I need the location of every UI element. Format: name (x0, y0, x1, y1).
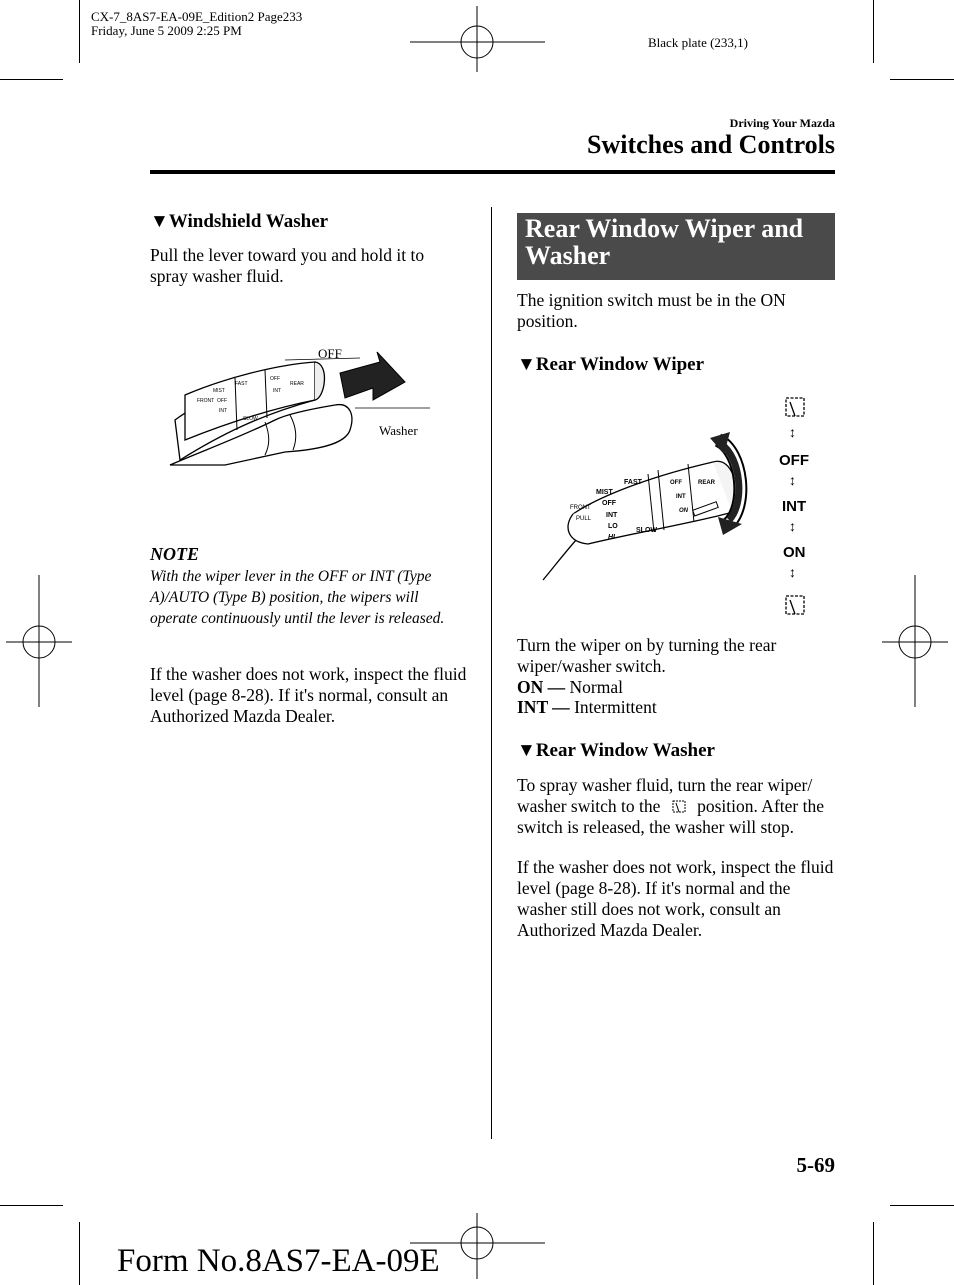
rear-washer-body (517, 775, 835, 838)
on-label: ON — (517, 677, 566, 697)
svg-text:FAST: FAST (235, 381, 248, 387)
svg-text:INT: INT (219, 408, 228, 414)
crop-mark (890, 79, 954, 80)
crop-mark (873, 0, 874, 63)
figure-label-washer: Washer (379, 423, 418, 438)
arrow-updown-icon: ↕ (789, 566, 796, 581)
svg-text:FAST: FAST (624, 479, 642, 486)
form-number: Form No.8AS7-EA-09E (117, 1243, 440, 1279)
column-divider (491, 207, 492, 1139)
registration-mark-top (410, 6, 545, 72)
print-slug-line1: CX-7_8AS7-EA-09E_Edition2 Page233 (91, 9, 303, 24)
left-inspect-text: If the washer does not work, inspect the fluid level (page 8-28). If it's normal, consult an Authorized Mazda Dealer. (150, 664, 467, 726)
banner-title: Rear Window Wiper and Washer (525, 214, 804, 270)
section-title: Switches and Controls (586, 130, 835, 159)
rear-wiper-on-row (517, 677, 623, 698)
svg-text:HI: HI (608, 534, 615, 541)
rear-washer-inspect: If the washer does not work, inspect the fluid level (page 8-28). If it's normal and the washer still does not work, consult an Authorized Mazda Dealer. (517, 857, 834, 940)
crop-mark (79, 1222, 80, 1285)
position-off-label: OFF (779, 452, 809, 469)
registration-mark-right (882, 575, 948, 707)
svg-text:FRONT: FRONT (197, 398, 215, 404)
svg-text:SLOW: SLOW (636, 527, 657, 534)
crop-mark (0, 79, 63, 80)
crop-mark (890, 1205, 954, 1206)
windshield-washer-body: Pull the lever toward you and hold it to spray washer fluid. (150, 245, 425, 286)
washer-symbol-icon (671, 800, 687, 814)
print-slug-plate: Black plate (233,1) (648, 35, 748, 50)
svg-text:OFF: OFF (217, 398, 227, 404)
int-label: INT — (517, 697, 570, 717)
note-body: With the wiper lever in the OFF or INT (Type A)/AUTO (Type B) position, the wipers will operate continuously until the lever is released. (150, 568, 445, 627)
svg-text:LO: LO (608, 523, 618, 530)
registration-mark-left (6, 575, 72, 707)
int-value: Intermittent (574, 697, 657, 717)
header-rule (150, 170, 835, 174)
crop-mark (79, 0, 80, 63)
rear-wiper-heading: ▼Rear Window Wiper (517, 354, 705, 375)
svg-text:OFF: OFF (670, 480, 682, 486)
washer-lever-illustration (165, 340, 440, 470)
svg-text:ON: ON (679, 508, 688, 514)
svg-text:PULL: PULL (576, 516, 592, 522)
crop-mark (0, 1205, 63, 1206)
position-int-label: INT (782, 498, 807, 515)
svg-text:INT: INT (606, 512, 618, 519)
svg-text:OFF: OFF (270, 376, 280, 382)
svg-text:REAR: REAR (290, 381, 304, 387)
on-value: Normal (569, 677, 623, 697)
washer-symbol-icon (784, 594, 806, 616)
svg-text:INT: INT (676, 494, 686, 500)
svg-text:INT: INT (273, 388, 282, 394)
svg-text:MIST: MIST (596, 489, 613, 496)
figure-label-off: OFF (318, 346, 342, 361)
ignition-text: The ignition switch must be in the ON position. (517, 290, 786, 331)
note-title: NOTE (150, 544, 199, 564)
arrow-updown-icon: ↕ (789, 426, 796, 441)
svg-text:FRONT: FRONT (570, 505, 591, 511)
arrow-updown-icon: ↕ (789, 520, 796, 535)
triangle-down-icon: ▼ (517, 354, 536, 375)
rear-wiper-body: Turn the wiper on by turning the rear wiper/washer switch. (517, 635, 777, 676)
triangle-down-icon: ▼ (150, 211, 169, 232)
triangle-down-icon: ▼ (517, 740, 536, 761)
washer-symbol-icon (784, 396, 806, 418)
position-on-label: ON (783, 544, 806, 561)
svg-text:SLOW: SLOW (243, 416, 258, 422)
svg-text:OFF: OFF (602, 500, 616, 507)
rear-wiper-lever-illustration (538, 432, 768, 584)
print-slug-line2: Friday, June 5 2009 2:25 PM (91, 23, 242, 38)
crop-mark (873, 1222, 874, 1285)
svg-text:MIST: MIST (213, 388, 225, 394)
windshield-washer-heading: ▼Windshield Washer (150, 211, 329, 232)
rear-wiper-washer-banner (517, 213, 835, 280)
svg-text:REAR: REAR (698, 480, 716, 486)
rear-washer-heading: ▼Rear Window Washer (517, 740, 715, 761)
rear-washer-body-before: To spray washer fluid, turn the rear wiper/ washer switch to the (517, 775, 813, 816)
rear-washer-body-after: position. After the switch is released, the washer will stop. (517, 796, 824, 837)
rear-wiper-int-row (517, 697, 657, 718)
arrow-updown-icon: ↕ (789, 474, 796, 489)
chapter-title: Driving Your Mazda (729, 116, 835, 130)
page-number: 5-69 (796, 1153, 835, 1177)
